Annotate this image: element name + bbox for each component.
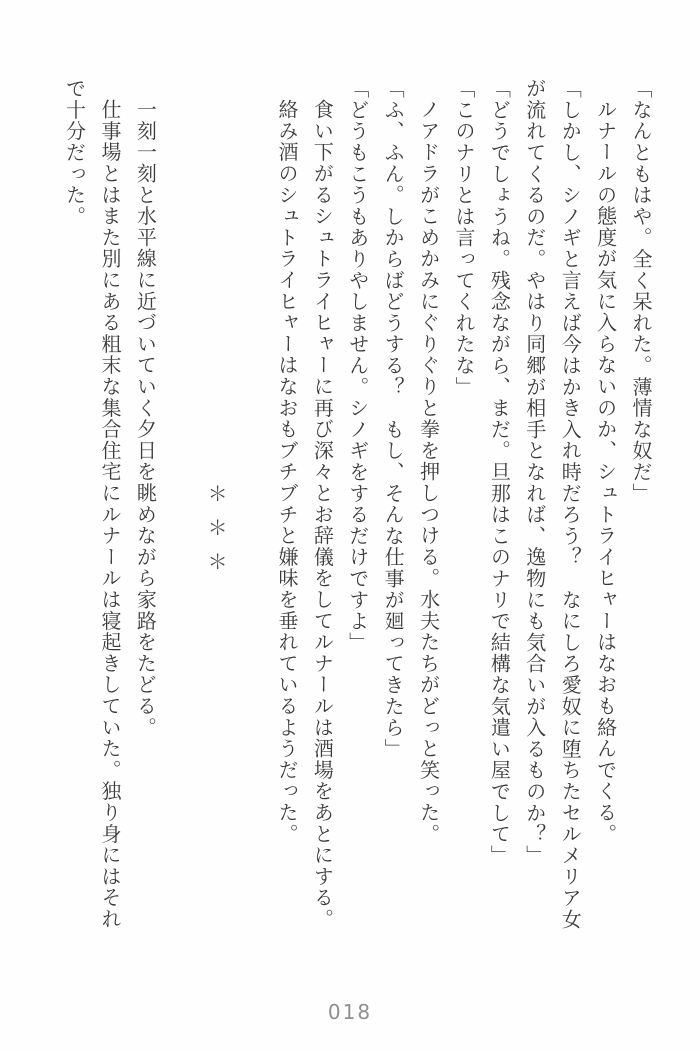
text-column: 「どうもこうもありやしません。シノギをするだけですよ」 bbox=[345, 78, 370, 654]
text-column: 「しかし、シノギと言えば今はかき入れ時だろう？ なにしろ愛奴に堕ちたセルメリア女 bbox=[558, 78, 583, 930]
vertical-text-block bbox=[56, 78, 658, 1003]
text-column: 食い下がるシュトライヒャーに再び深々とお辞儀をしてルナールは酒場をあとにする。 bbox=[310, 99, 335, 930]
text-column: 「どうでしょうね。残念ながら、まだ。旦那はこのナリで結構な気遣い屋でして」 bbox=[487, 78, 512, 867]
section-break: ＊＊＊ bbox=[204, 483, 229, 585]
text-column: 「ふ、ふん。しからばどうする？ もし、そんな仕事が廻ってきたら」 bbox=[381, 78, 406, 760]
text-column: ノアドラがこめかみにぐりぐりと拳を押しつける。水夫たちがどっと笑った。 bbox=[416, 99, 441, 845]
page-number: 018 bbox=[327, 1000, 373, 1024]
text-column: 一刻一刻と水平線に近づいていく夕日を眺めながら家路をたどる。 bbox=[133, 99, 158, 738]
text-column: 「このナリとは言ってくれたな」 bbox=[451, 78, 476, 398]
text-column: が流れてくるのだ。やはり同郷が相手となれば、逸物にも気合いが入るものか？」 bbox=[522, 78, 547, 867]
text-column: 仕事場とはまた別にある粗末な集合住宅にルナールは寝起きしていた。独り身にはそれ bbox=[97, 99, 122, 930]
text-column: 絡み酒のシュトライヒャーはなおもブチブチと嫌味を垂れているようだった。 bbox=[274, 99, 299, 845]
text-column: 「なんともはや。全く呆れた。薄情な奴だ」 bbox=[629, 78, 653, 504]
text-column: ルナールの態度が気に入らないのか、シュトライヒャーはなおも絡んでくる。 bbox=[593, 99, 618, 845]
text-column: で十分だった。 bbox=[62, 78, 87, 228]
